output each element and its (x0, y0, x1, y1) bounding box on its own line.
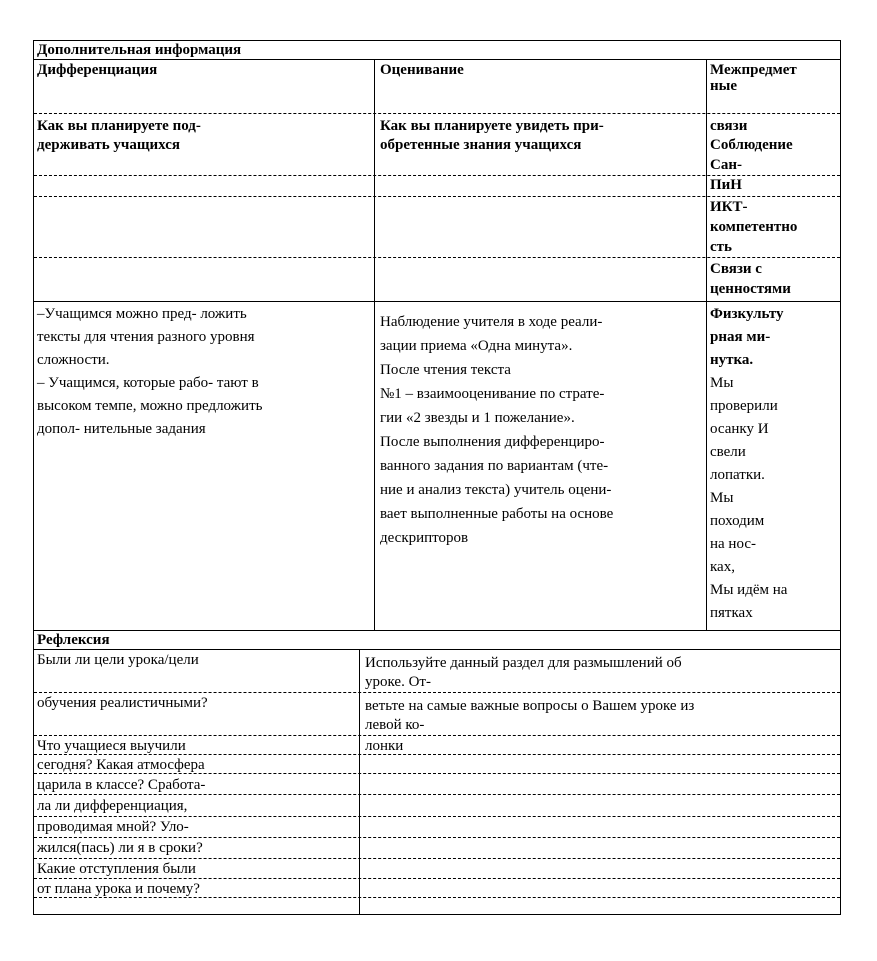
text-line: ванного задания по вариантам (чте- (380, 458, 609, 474)
label-links: связи (710, 118, 748, 134)
header-assessment: Оценивание (380, 62, 464, 78)
differentiation-text (37, 303, 262, 441)
reflection-instruction-line: Используйте данный раздел для размышлений об (365, 655, 682, 671)
reflection-question-line: ла ли дифференциация, (37, 798, 188, 814)
label-ict-line: компетентно (710, 219, 798, 235)
label-sanpin-line: ПиН (710, 177, 742, 193)
reflection-title-divider (34, 649, 840, 650)
header-cross-curricular-line: ные (710, 78, 738, 94)
text-line: Мы (710, 375, 734, 391)
reflection-question-line: сегодня? Какая атмосфера (37, 757, 205, 773)
text-line: ние и анализ текста) учитель оцени- (380, 482, 612, 498)
subheader-assessment-line: обретенные знания учащихся (380, 137, 582, 153)
text-line: допол- нительные задания (37, 421, 206, 437)
text-line: вает выполненные работы на основе (380, 506, 614, 522)
subheader-support-line: Как вы планируете под- (37, 118, 201, 134)
row-divider (34, 692, 840, 693)
physical-title-line: Физкульту (710, 306, 784, 322)
reflection-title: Рефлексия (37, 632, 110, 648)
row-divider (34, 175, 840, 176)
text-line: сложности. (37, 352, 110, 368)
row-divider (34, 816, 840, 817)
text-line: гии «2 звезды и 1 пожелание». (380, 410, 575, 426)
row-divider (34, 878, 840, 879)
text-line: Наблюдение учителя в ходе реали- (380, 314, 603, 330)
text-line: на нос- (710, 536, 756, 552)
text-line: высоком темпе, можно предложить (37, 398, 263, 414)
physical-minute-text (710, 303, 787, 625)
reflection-question-line: Какие отступления были (37, 861, 196, 877)
text-line: лопатки. (710, 467, 765, 483)
row-divider (34, 113, 840, 114)
text-line: дескрипторов (380, 530, 469, 546)
row-divider (34, 257, 840, 258)
lesson-plan-document (33, 40, 841, 915)
label-ict-line: сть (710, 239, 732, 255)
subheader-assessment-line: Как вы планируете увидеть при- (380, 118, 604, 134)
reflection-question-line: Что учащиеся выучили (37, 738, 186, 754)
physical-title-line: рная ми- (710, 329, 771, 345)
reflection-question-line: проводимая мной? Уло- (37, 819, 189, 835)
row-divider (34, 794, 840, 795)
text-line: осанку И (710, 421, 769, 437)
content-row-divider (34, 301, 840, 302)
text-line: походим (710, 513, 765, 529)
text-line: После чтения текста (380, 362, 511, 378)
section-title-divider (34, 59, 840, 60)
row-divider (34, 858, 840, 859)
section-title: Дополнительная информация (37, 42, 242, 58)
header-differentiation: Дифференциация (37, 62, 158, 78)
text-line: –Учащимся можно пред- ложить (37, 306, 247, 322)
text-line: ках, (710, 559, 735, 575)
reflection-instruction-line: уроке. От- (365, 674, 431, 690)
reflection-instruction-line: ветьте на самые важные вопросы о Вашем уроке из (365, 698, 695, 714)
reflection-instruction-line: лонки (365, 738, 404, 754)
assessment-text (380, 310, 613, 550)
text-line: тексты для чтения разного уровня (37, 329, 255, 345)
text-line: После выполнения дифференциро- (380, 434, 605, 450)
row-divider (34, 837, 840, 838)
reflection-question-line: обучения реалистичными? (37, 695, 208, 711)
label-values-line: ценностями (710, 281, 791, 297)
column-divider-1 (374, 59, 375, 630)
text-line: №1 – взаимооценивание по страте- (380, 386, 605, 402)
reflection-question-line: от плана урока и почему? (37, 881, 200, 897)
subheader-support-line: держивать учащихся (37, 137, 180, 153)
text-line: Мы идём на (710, 582, 788, 598)
label-values-line: Связи с (710, 261, 762, 277)
label-sanpin-line: Соблюдение (710, 137, 793, 153)
label-sanpin-line: Сан- (710, 157, 742, 173)
reflection-divider (34, 630, 840, 631)
text-line: – Учащимся, которые рабо- тают в (37, 375, 259, 391)
text-line: пятках (710, 605, 753, 621)
text-line: Мы (710, 490, 734, 506)
label-ict-line: ИКТ- (710, 199, 748, 215)
column-divider-2 (706, 59, 707, 630)
row-divider (34, 735, 840, 736)
reflection-instruction-line: левой ко- (365, 717, 425, 733)
text-line: проверили (710, 398, 778, 414)
text-line: зации приема «Одна минута». (380, 338, 573, 354)
reflection-question-line: Были ли цели урока/цели (37, 652, 199, 668)
text-line: свели (710, 444, 746, 460)
reflection-column-divider (359, 649, 360, 914)
row-divider (34, 196, 840, 197)
reflection-question-line: царила в классе? Сработа- (37, 777, 206, 793)
reflection-question-line: жился(пась) ли я в сроки? (37, 840, 203, 856)
header-cross-curricular-line: Межпредмет (710, 62, 797, 78)
physical-title-line: нутка. (710, 352, 754, 368)
